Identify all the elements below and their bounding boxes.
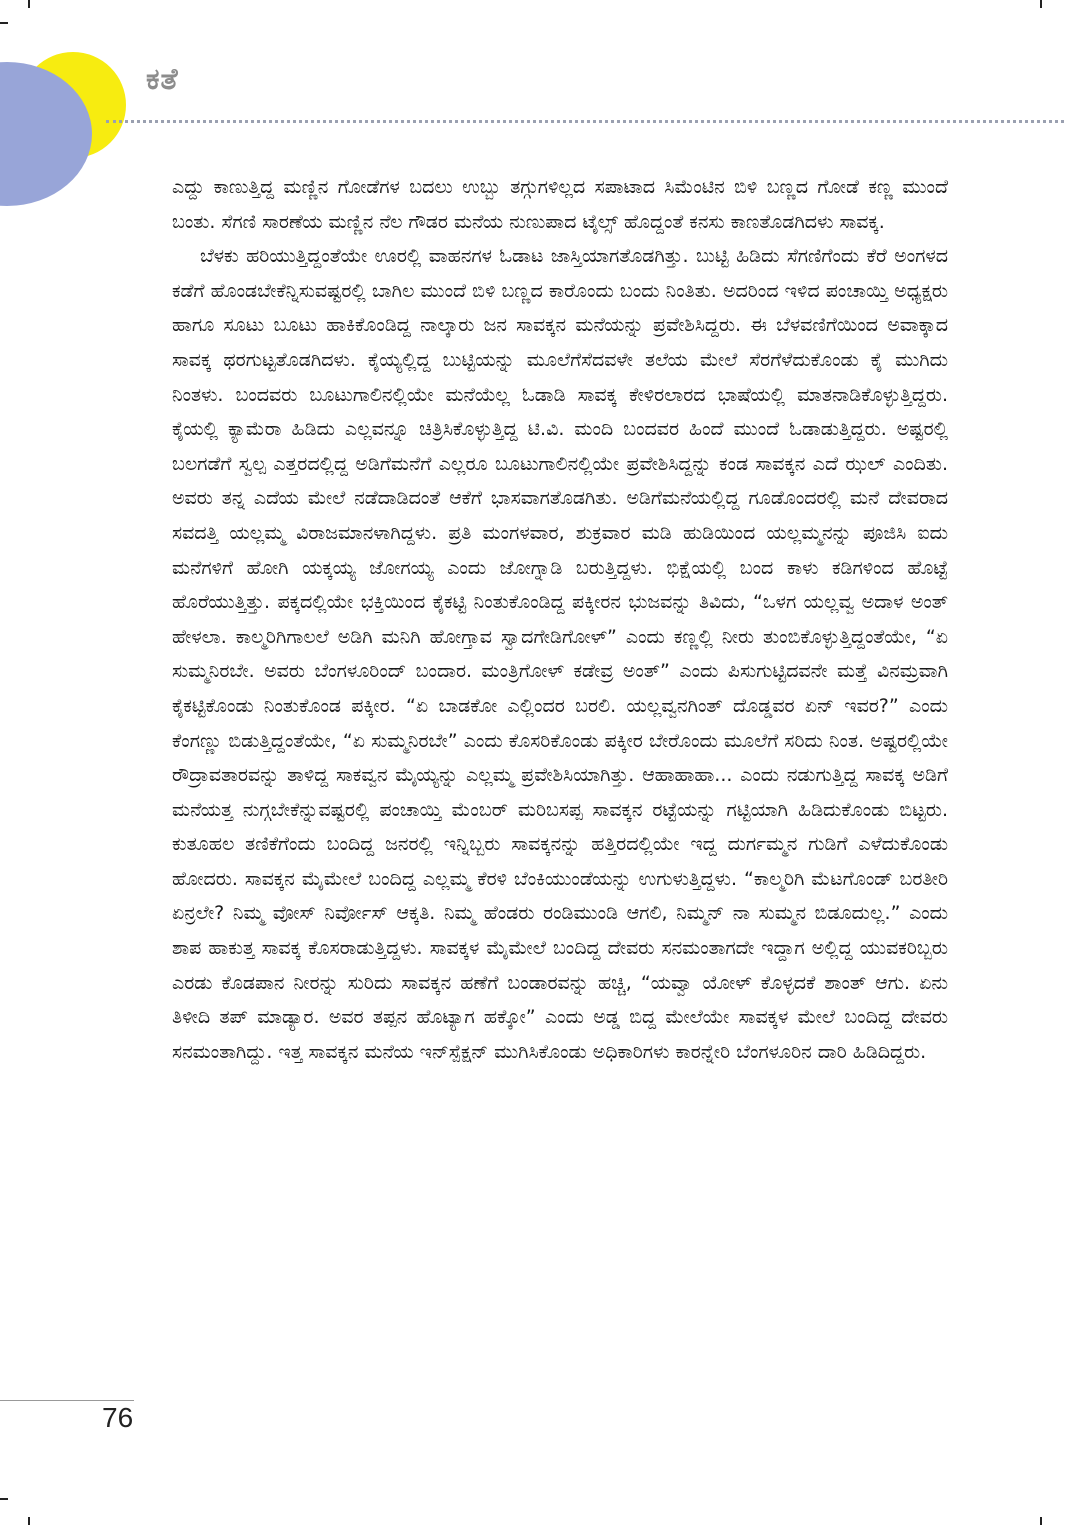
crop-mark-bottom-left-side — [0, 1498, 8, 1500]
crop-mark-top-right — [1040, 0, 1042, 8]
dotted-divider — [106, 120, 1064, 123]
decorative-circles — [0, 0, 140, 210]
crop-mark-bottom-left — [28, 1517, 30, 1525]
paragraph: ಬೆಳಕು ಹರಿಯುತ್ತಿದ್ದಂತೆಯೇ ಊರಲ್ಲಿ ವಾಹನಗಳ ಓಡಾಟ ಜಾಸ್ತಿಯಾಗತೊಡಗಿತ್ತು. ಬುಟ್ಟಿ ಹಿಡಿದು ಸೆಗಣಿಗೆಂದು ಕೆರೆ ಅಂಗಳದ ಕಡೆಗೆ ಹೊಂಡಬೇಕೆನ್ನಿಸುವಷ್ಟರಲ್ಲಿ ಬಾಗಿಲ ಮುಂದೆ ಬಿಳಿ ಬಣ್ಣದ ಕಾರೊಂದು ಬಂದು ನಿಂತಿತು. ಅದರಿಂದ ಇಳಿದ ಪಂಚಾಯ್ತಿ ಅಧ್ಯಕ್ಷರು ಹಾಗೂ ಸೂಟು ಬೂಟು ಹಾಕಿಕೊಂಡಿದ್ದ ನಾಲ್ಕಾರು ಜನ ಸಾವಕ್ಕನ ಮನೆಯನ್ನು ಪ್ರವೇಶಿಸಿದ್ದರು. ಈ ಬೆಳವಣಿಗೆಯಿಂದ ಅವಾಕ್ಕಾದ ಸಾವಕ್ಕ ಥರಗುಟ್ಟತೊಡಗಿದಳು. ಕೈಯ್ಯಲ್ಲಿದ್ದ ಬುಟ್ಟಿಯನ್ನು ಮೂಲೆಗೆಸೆದವಳೇ ತಲೆಯ ಮೇಲೆ ಸೆರಗೆಳೆದುಕೊಂಡು ಕೈ ಮುಗಿದು ನಿಂತಳು. ಬಂದವರು ಬೂಟುಗಾಲಿನಲ್ಲಿಯೇ ಮನೆಯೆಲ್ಲ ಓಡಾಡಿ ಸಾವಕ್ಕ ಕೇಳಿರಲಾರದ ಭಾಷೆಯಲ್ಲಿ ಮಾತನಾಡಿಕೊಳ್ಳುತ್ತಿದ್ದರು. ಕೈಯಲ್ಲಿ ಕ್ಯಾಮೆರಾ ಹಿಡಿದು ಎಲ್ಲವನ್ನೂ ಚಿತ್ರಿಸಿಕೊಳ್ಳುತ್ತಿದ್ದ ಟಿ.ವಿ. ಮಂದಿ ಬಂದವರ ಹಿಂದೆ ಮುಂದೆ ಓಡಾಡುತ್ತಿದ್ದರು. ಅಷ್ಟರಲ್ಲಿ ಬಲಗಡೆಗೆ ಸ್ವಲ್ಪ ಎತ್ತರದಲ್ಲಿದ್ದ ಅಡಿಗೆಮನೆಗೆ ಎಲ್ಲರೂ ಬೂಟುಗಾಲಿನಲ್ಲಿಯೇ ಪ್ರವೇಶಿಸಿದ್ದನ್ನು ಕಂಡ ಸಾವಕ್ಕನ ಎದೆ ಝಲ್ ಎಂದಿತು. ಅವರು ತನ್ನ ಎದೆಯ ಮೇಲೆ ನಡೆದಾಡಿದಂತೆ ಆಕೆಗೆ ಭಾಸವಾಗತೊಡಗಿತು. ಅಡಿಗೆಮನೆಯಲ್ಲಿದ್ದ ಗೂಡೊಂದರಲ್ಲಿ ಮನೆ ದೇವರಾದ ಸವದತ್ತಿ ಯಲ್ಲಮ್ಮ ವಿರಾಜಮಾನಳಾಗಿದ್ದಳು. ಪ್ರತಿ ಮಂಗಳವಾರ, ಶುಕ್ರವಾರ ಮಡಿ ಹುಡಿಯಿಂದ ಯಲ್ಲಮ್ಮನನ್ನು ಪೂಜಿಸಿ ಐದು ಮನೆಗಳಿಗೆ ಹೋಗಿ ಯಕ್ಕಯ್ಯ ಜೋಗಯ್ಯ ಎಂದು ಜೋಗ್ನಾಡಿ ಬರುತ್ತಿದ್ದಳು. ಭಿಕ್ಷೆಯಲ್ಲಿ ಬಂದ ಕಾಳು ಕಡಿಗಳಿಂದ ಹೊಟ್ಟೆ ಹೊರೆಯುತ್ತಿತ್ತು. ಪಕ್ಕದಲ್ಲಿಯೇ ಭಕ್ತಿಯಿಂದ ಕೈಕಟ್ಟಿ ನಿಂತುಕೊಂಡಿದ್ದ ಪಕ್ಕೀರನ ಭುಜವನ್ನು ತಿವಿದು, “ಒಳಗ ಯಲ್ಲವ್ವ ಅದಾಳ ಅಂತ್ ಹೇಳಲಾ. ಕಾಲ್ಮರಿಗಿಗಾಲಲೆ ಅಡಿಗಿ ಮನಿಗಿ ಹೋಗ್ತಾವ ಸ್ವಾದಗೇಡಿಗೋಳ್” ಎಂದು ಕಣ್ಣಲ್ಲಿ ನೀರು ತುಂಬಿಕೊಳ್ಳುತ್ತಿದ್ದಂತೆಯೇ, “ಏ ಸುಮ್ಮನಿರಬೇ. ಅವರು ಬೆಂಗಳೂರಿಂದ್ ಬಂದಾರ. ಮಂತ್ರಿಗೋಳ್ ಕಡೇವ್ರ ಅಂತ್” ಎಂದು ಪಿಸುಗುಟ್ಟಿದವನೇ ಮತ್ತೆ ವಿನಮ್ರವಾಗಿ ಕೈಕಟ್ಟಿಕೊಂಡು ನಿಂತುಕೊಂಡ ಪಕ್ಕೀರ. “ಏ ಬಾಡಕೋ ಎಲ್ಲಿಂದರ ಬರಲಿ. ಯಲ್ಲವ್ವನಗಿಂತ್ ದೊಡ್ಡವರ ಏನ್ ಇವರ?” ಎಂದು ಕೆಂಗಣ್ಣು ಬಿಡುತ್ತಿದ್ದಂತೆಯೇ, “ಏ ಸುಮ್ಮನಿರಬೇ” ಎಂದು ಕೊಸರಿಕೊಂಡು ಪಕ್ಕೀರ ಬೇರೊಂದು ಮೂಲೆಗೆ ಸರಿದು ನಿಂತ. ಅಷ್ಟರಲ್ಲಿಯೇ ರೌದ್ರಾವತಾರವನ್ನು ತಾಳಿದ್ದ ಸಾಕವ್ವನ ಮೈಯ್ಯನ್ನು ಎಲ್ಲಮ್ಮ ಪ್ರವೇಶಿಸಿಯಾಗಿತ್ತು. ಆಹಾಹಾಹಾ... ಎಂದು ನಡುಗುತ್ತಿದ್ದ ಸಾವಕ್ಕ ಅಡಿಗೆ ಮನೆಯತ್ತ ನುಗ್ಗಬೇಕೆನ್ನುವಷ್ಟರಲ್ಲಿ ಪಂಚಾಯ್ತಿ ಮೆಂಬರ್ ಮರಿಬಸಪ್ಪ ಸಾವಕ್ಕನ ರಟ್ಟೆಯನ್ನು ಗಟ್ಟಿಯಾಗಿ ಹಿಡಿದುಕೊಂಡು ಬಿಟ್ಟರು. ಕುತೂಹಲ ತಣಿಕೆಗೆಂದು ಬಂದಿದ್ದ ಜನರಲ್ಲಿ ಇನ್ನಿಬ್ಬರು ಸಾವಕ್ಕನನ್ನು ಹತ್ತಿರದಲ್ಲಿಯೇ ಇದ್ದ ದುರ್ಗಮ್ಮನ ಗುಡಿಗೆ ಎಳೆದುಕೊಂಡು ಹೋದರು. ಸಾವಕ್ಕನ ಮೈಮೇಲೆ ಬಂದಿದ್ದ ಎಲ್ಲಮ್ಮ ಕೆರಳಿ ಬೆಂಕಿಯುಂಡೆಯನ್ನು ಉಗುಳುತ್ತಿದ್ದಳು. “ಕಾಲ್ಮರಿಗಿ ಮೆಟಗೊಂಡ್ ಬರತೀರಿ ಏನ್ರಲೇ? ನಿಮ್ಮ ವೋಸ್ ನಿರ್ವೋಸ್ ಆಕ್ಕತಿ. ನಿಮ್ಮ ಹೆಂಡರು ರಂಡಿಮುಂಡಿ ಆಗಲಿ, ನಿಮ್ಮನ್ ನಾ ಸುಮ್ಮನ ಬಿಡೂದುಲ್ಲ.” ಎಂದು ಶಾಪ ಹಾಕುತ್ತ ಸಾವಕ್ಕ ಕೊಸರಾಡುತ್ತಿದ್ದಳು. ಸಾವಕ್ಕಳ ಮೈಮೇಲೆ ಬಂದಿದ್ದ ದೇವರು ಸನಮಂತಾಗದೇ ಇದ್ದಾಗ ಅಲ್ಲಿದ್ದ ಯುವಕರಿಬ್ಬರು ಎರಡು ಕೊಡಪಾನ ನೀರನ್ನು ಸುರಿದು ಸಾವಕ್ಕನ ಹಣೆಗೆ ಬಂಡಾರವನ್ನು ಹಚ್ಚಿ, “ಯವ್ವಾ ಯೋಳ್ ಕೊಳ್ಳದಕೆ ಶಾಂತ್ ಆಗು. ಏನು ತಿಳೀದಿ ತಪ್ ಮಾಡ್ಯಾರ. ಅವರ ತಪ್ಪನ ಹೊಟ್ಯಾಗ ಹಕ್ಕೋ” ಎಂದು ಅಡ್ಡ ಬಿದ್ದ ಮೇಲೆಯೇ ಸಾವಕ್ಕಳ ಮೇಲೆ ಬಂದಿದ್ದ ದೇವರು ಸನಮಂತಾಗಿದ್ದು. ಇತ್ತ ಸಾವಕ್ಕನ ಮನೆಯ ಇನ್‌ಸ್ಪೆಕ್ಷನ್ ಮುಗಿಸಿಕೊಂಡು ಅಧಿಕಾರಿಗಳು ಕಾರನ್ನೇರಿ ಬೆಂಗಳೂರಿನ ದಾರಿ ಹಿಡಿದಿದ್ದರು. — [172, 245, 948, 1063]
paragraph: ಎದ್ದು ಕಾಣುತ್ತಿದ್ದ ಮಣ್ಣಿನ ಗೋಡೆಗಳ ಬದಲು ಉಬ್ಬು ತಗ್ಗುಗಳಿಲ್ಲದ ಸಪಾಟಾದ ಸಿಮೆಂಟಿನ ಬಿಳಿ ಬಣ್ಣದ ಗೋಡೆ ಕಣ್ಣ ಮುಂದೆ ಬಂತು. ಸೆಗಣಿ ಸಾರಣೆಯ ಮಣ್ಣಿನ ನೆಲ ಗೌಡರ ಮನೆಯ ನುಣುಪಾದ ಟೈಲ್ಸ್ ಹೊದ್ದಂತೆ ಕನಸು ಕಾಣತೊಡಗಿದಳು ಸಾವಕ್ಕ. — [172, 176, 948, 233]
crop-mark-bottom-right — [1040, 1517, 1042, 1525]
section-title: ಕತೆ — [146, 62, 179, 97]
footer-divider — [0, 1400, 134, 1401]
story-body — [172, 170, 948, 1069]
page-number: 76 — [102, 1402, 134, 1433]
